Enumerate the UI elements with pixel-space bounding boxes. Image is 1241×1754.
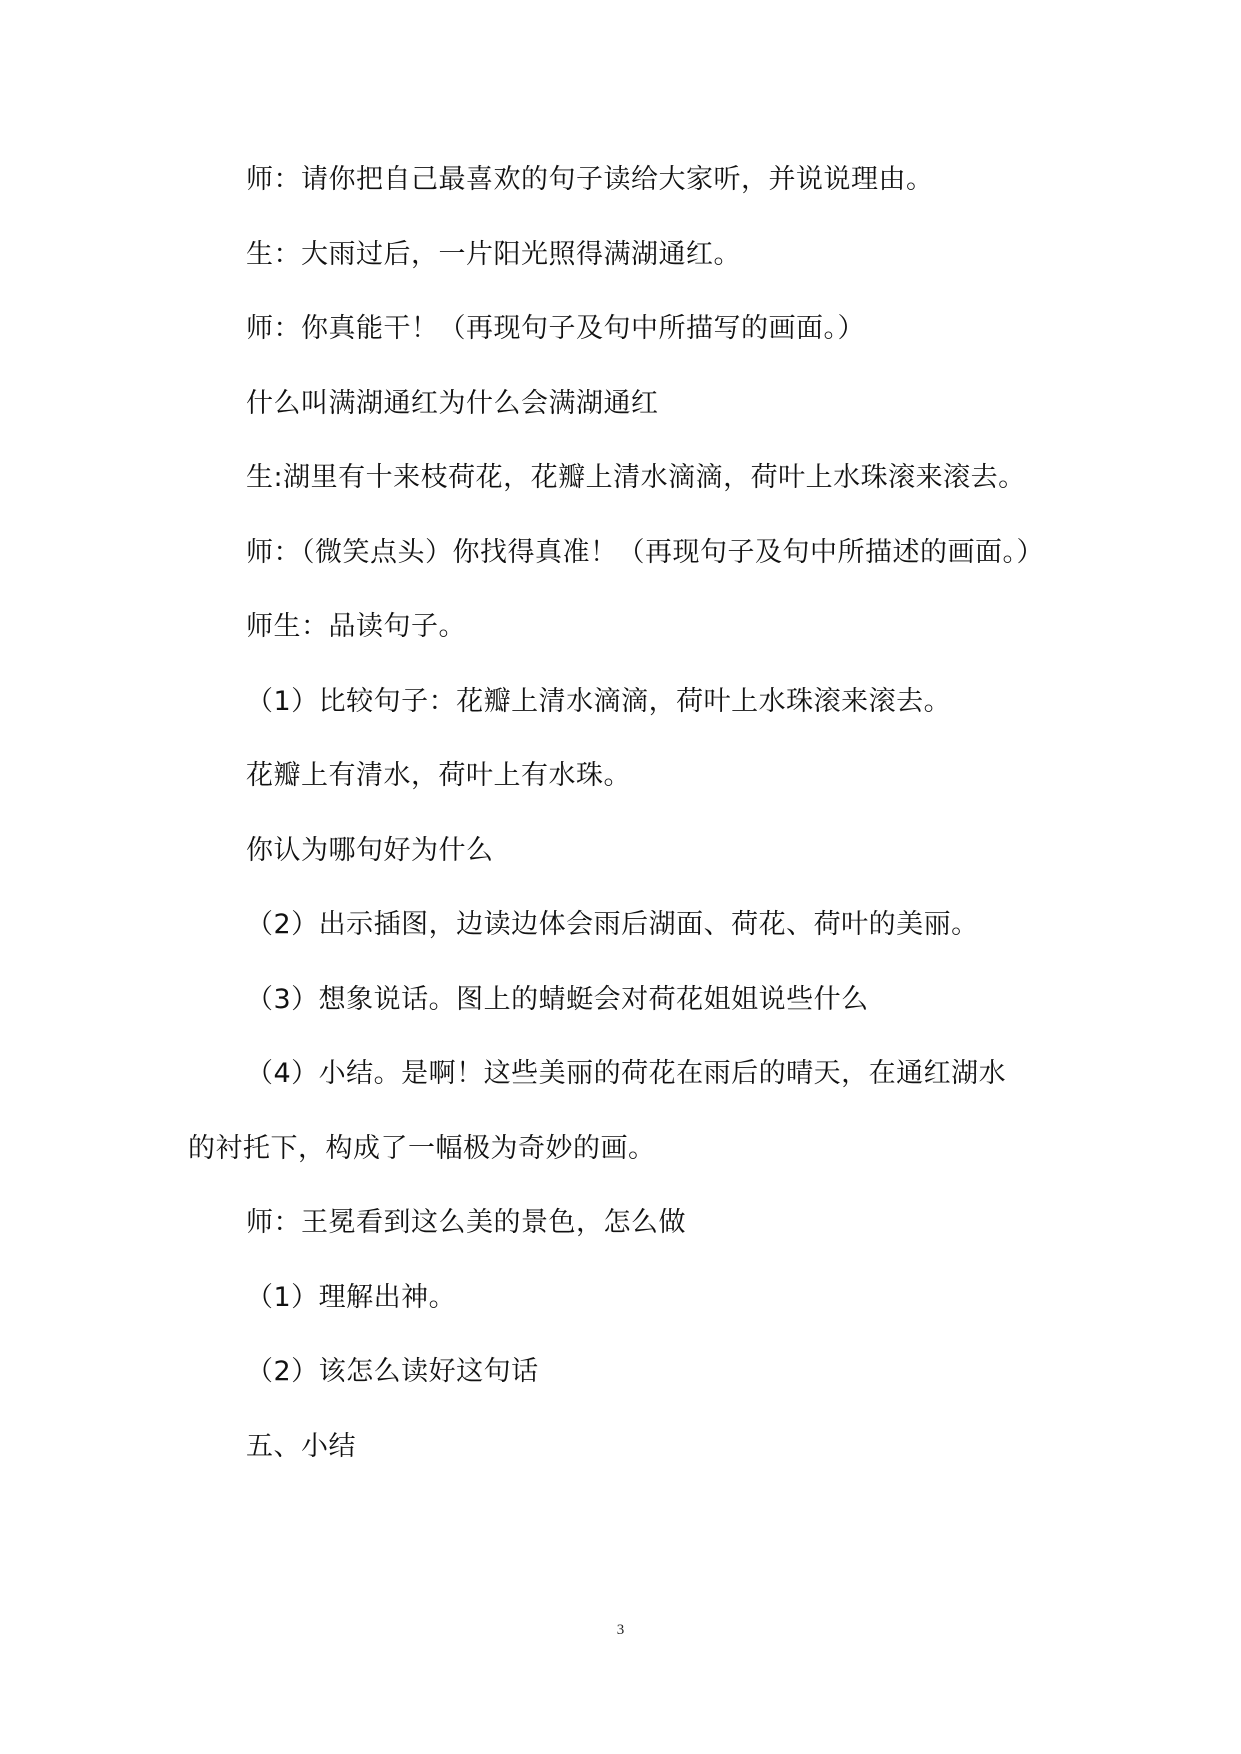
- page-number: 3: [616, 1622, 625, 1638]
- paragraph-line: （1）比较句子：花瓣上清水滴滴，荷叶上水珠滚来滚去。: [246, 685, 952, 717]
- paragraph-line: 生：大雨过后，一片阳光照得满湖通红。: [246, 238, 741, 270]
- paragraph-line: 你认为哪句好为什么: [246, 834, 494, 866]
- paragraph-line-continuation: 的衬托下，构成了一幅极为奇妙的画。: [188, 1132, 656, 1164]
- paragraph-line: （2）该怎么读好这句话: [246, 1356, 539, 1387]
- section-heading: 五、小结: [246, 1430, 356, 1462]
- paragraph-line: 师生：品读句子。: [246, 611, 466, 642]
- paragraph-line: 什么叫满湖通红为什么会满湖通红: [246, 387, 659, 419]
- paragraph-line: 花瓣上有清水，荷叶上有水珠。: [246, 760, 631, 791]
- paragraph-line: （3）想象说话。图上的蜻蜓会对荷花姐姐说些什么: [246, 983, 869, 1015]
- paragraph-line: 师：请你把自己最喜欢的句子读给大家听，并说说理由。: [246, 164, 934, 195]
- paragraph-line: （2）出示插图，边读边体会雨后湖面、荷花、荷叶的美丽。: [246, 909, 979, 940]
- paragraph-line: 师：王冕看到这么美的景色，怎么做: [246, 1207, 686, 1238]
- paragraph-line: 生:湖里有十来枝荷花，花瓣上清水滴滴，荷叶上水珠滚来滚去。: [246, 462, 1026, 493]
- paragraph-line: （1）理解出神。: [246, 1281, 457, 1313]
- paragraph-line: （4）小结。是啊！这些美丽的荷花在雨后的晴天，在通红湖水: [246, 1058, 1007, 1089]
- document-body: [188, 143, 1068, 1484]
- paragraph-line: 师：你真能干！（再现句子及句中所描写的画面。）: [246, 313, 865, 344]
- paragraph-line: 师：（微笑点头）你找得真准！（再现句子及句中所描述的画面。）: [246, 536, 1044, 568]
